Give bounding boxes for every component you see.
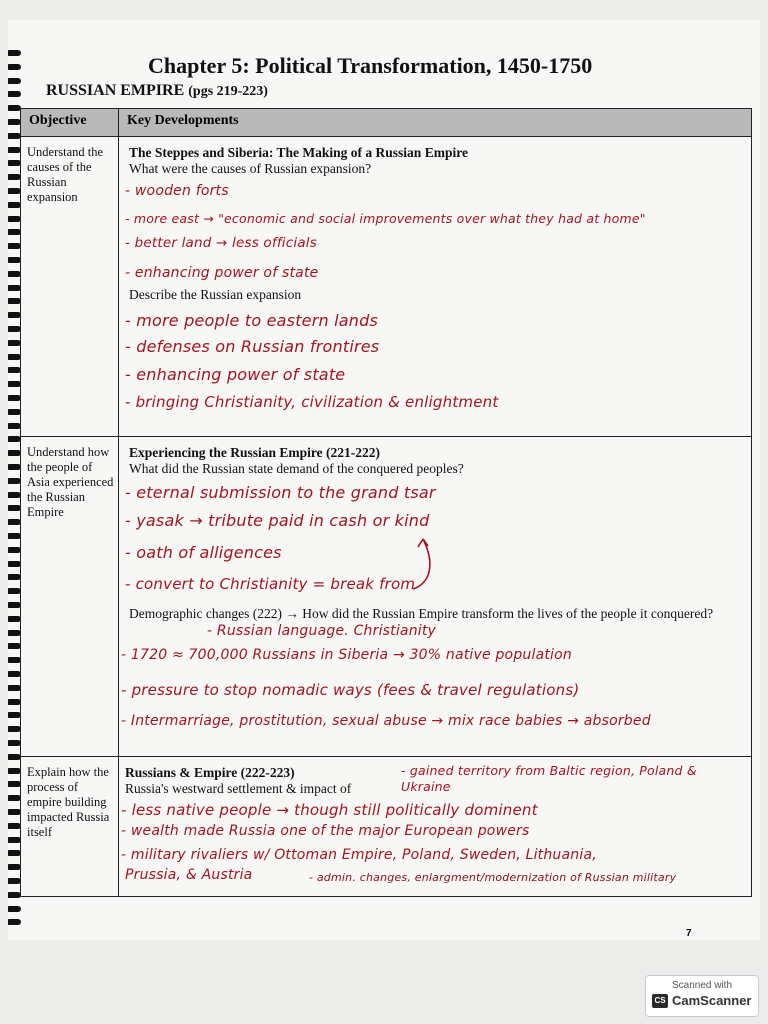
header-objective: Objective [21,109,119,137]
page-number: 7 [686,928,692,939]
section-subtitle [46,82,268,100]
handwritten-note: - more people to eastern lands [125,311,378,330]
scanner-watermark [645,975,759,1017]
scanner-top-text: Scanned with [671,980,733,991]
table-header-row [21,109,752,137]
row-question: Describe the Russian expansion [129,287,302,302]
key-developments-cell [119,757,752,897]
handwritten-note: - convert to Christianity = break from [125,575,416,593]
scanner-brand: CamScanner [672,993,752,1008]
objective-cell: Understand the causes of the Russian expansion [21,137,119,437]
row-question: Demographic changes (222) → How did the Russian Empire transform the lives of the people it conquered? [129,606,714,621]
row-question: What did the Russian state demand of the conquered peoples? [129,461,464,476]
handwritten-note: - eternal submission to the grand tsar [125,483,436,502]
spiral-coil [8,906,21,912]
row-heading: Experiencing the Russian Empire (221-222) [129,445,381,460]
handwritten-note: - pressure to stop nomadic ways (fees & travel regulations) [121,681,580,699]
handwritten-note: - wealth made Russia one of the major European powers [121,823,530,839]
handwritten-note: - oath of alligences [125,543,282,562]
row-question: Russia's westward settlement & impact of [125,781,352,796]
camscanner-logo-icon: CS [652,994,668,1008]
objective-cell: Explain how the process of empire building impacted Russia itself [21,757,119,897]
handwritten-note: - enhancing power of state [125,265,319,281]
handwritten-note: Prussia, & Austria [125,867,253,883]
notes-table [20,108,752,897]
row-question: What were the causes of Russian expansion? [129,161,372,176]
handwritten-note: - gained territory from Baltic region, Poland & Ukraine [401,763,697,794]
handwritten-note: - yasak → tribute paid in cash or kind [125,511,430,530]
table-row [21,437,752,757]
handwritten-note: - bringing Christianity, civilization & enlightment [125,393,499,411]
subtitle-pages: (pgs 219-223) [188,84,268,99]
notebook-page [8,20,760,940]
key-developments-cell [119,437,752,757]
handwritten-note: - admin. changes, enlargment/modernization of Russian military [309,871,677,884]
objective-cell: Understand how the people of Asia experienced the Russian Empire [21,437,119,757]
spiral-coil [8,91,21,97]
handwritten-note: - less native people → though still politically dominent [121,801,538,819]
header-key-developments: Key Developments [119,109,752,137]
handwritten-note: - military rivaliers w/ Ottoman Empire, Poland, Sweden, Lithuania, [121,847,597,863]
row-heading: The Steppes and Siberia: The Making of a Russian Empire [129,145,468,160]
row-heading: Russians & Empire (222-223) [125,765,295,780]
handwritten-note: - enhancing power of state [125,365,346,384]
handwritten-note: - defenses on Russian frontires [125,337,380,356]
subtitle-text: RUSSIAN EMPIRE [46,82,185,99]
handwritten-note: - more east → "economic and social improvements over what they had at home" [125,211,646,226]
page-title: Chapter 5: Political Transformation, 1450-1750 [148,53,593,78]
spiral-coil [8,50,21,56]
handwritten-note: - Intermarriage, prostitution, sexual abuse → mix race babies → absorbed [121,713,651,729]
spiral-coil [8,919,21,925]
handwritten-note: - 1720 ≈ 700,000 Russians in Siberia → 30% native population [121,647,572,663]
arrow-annotation-icon [409,533,439,593]
spiral-coil [8,78,21,84]
key-developments-cell [119,137,752,437]
handwritten-note: - Russian language. Christianity [207,623,437,639]
table-row [21,137,752,437]
handwritten-note: - better land → less officials [125,235,317,251]
table-row [21,757,752,897]
spiral-coil [8,64,21,70]
handwritten-note: - wooden forts [125,183,229,199]
